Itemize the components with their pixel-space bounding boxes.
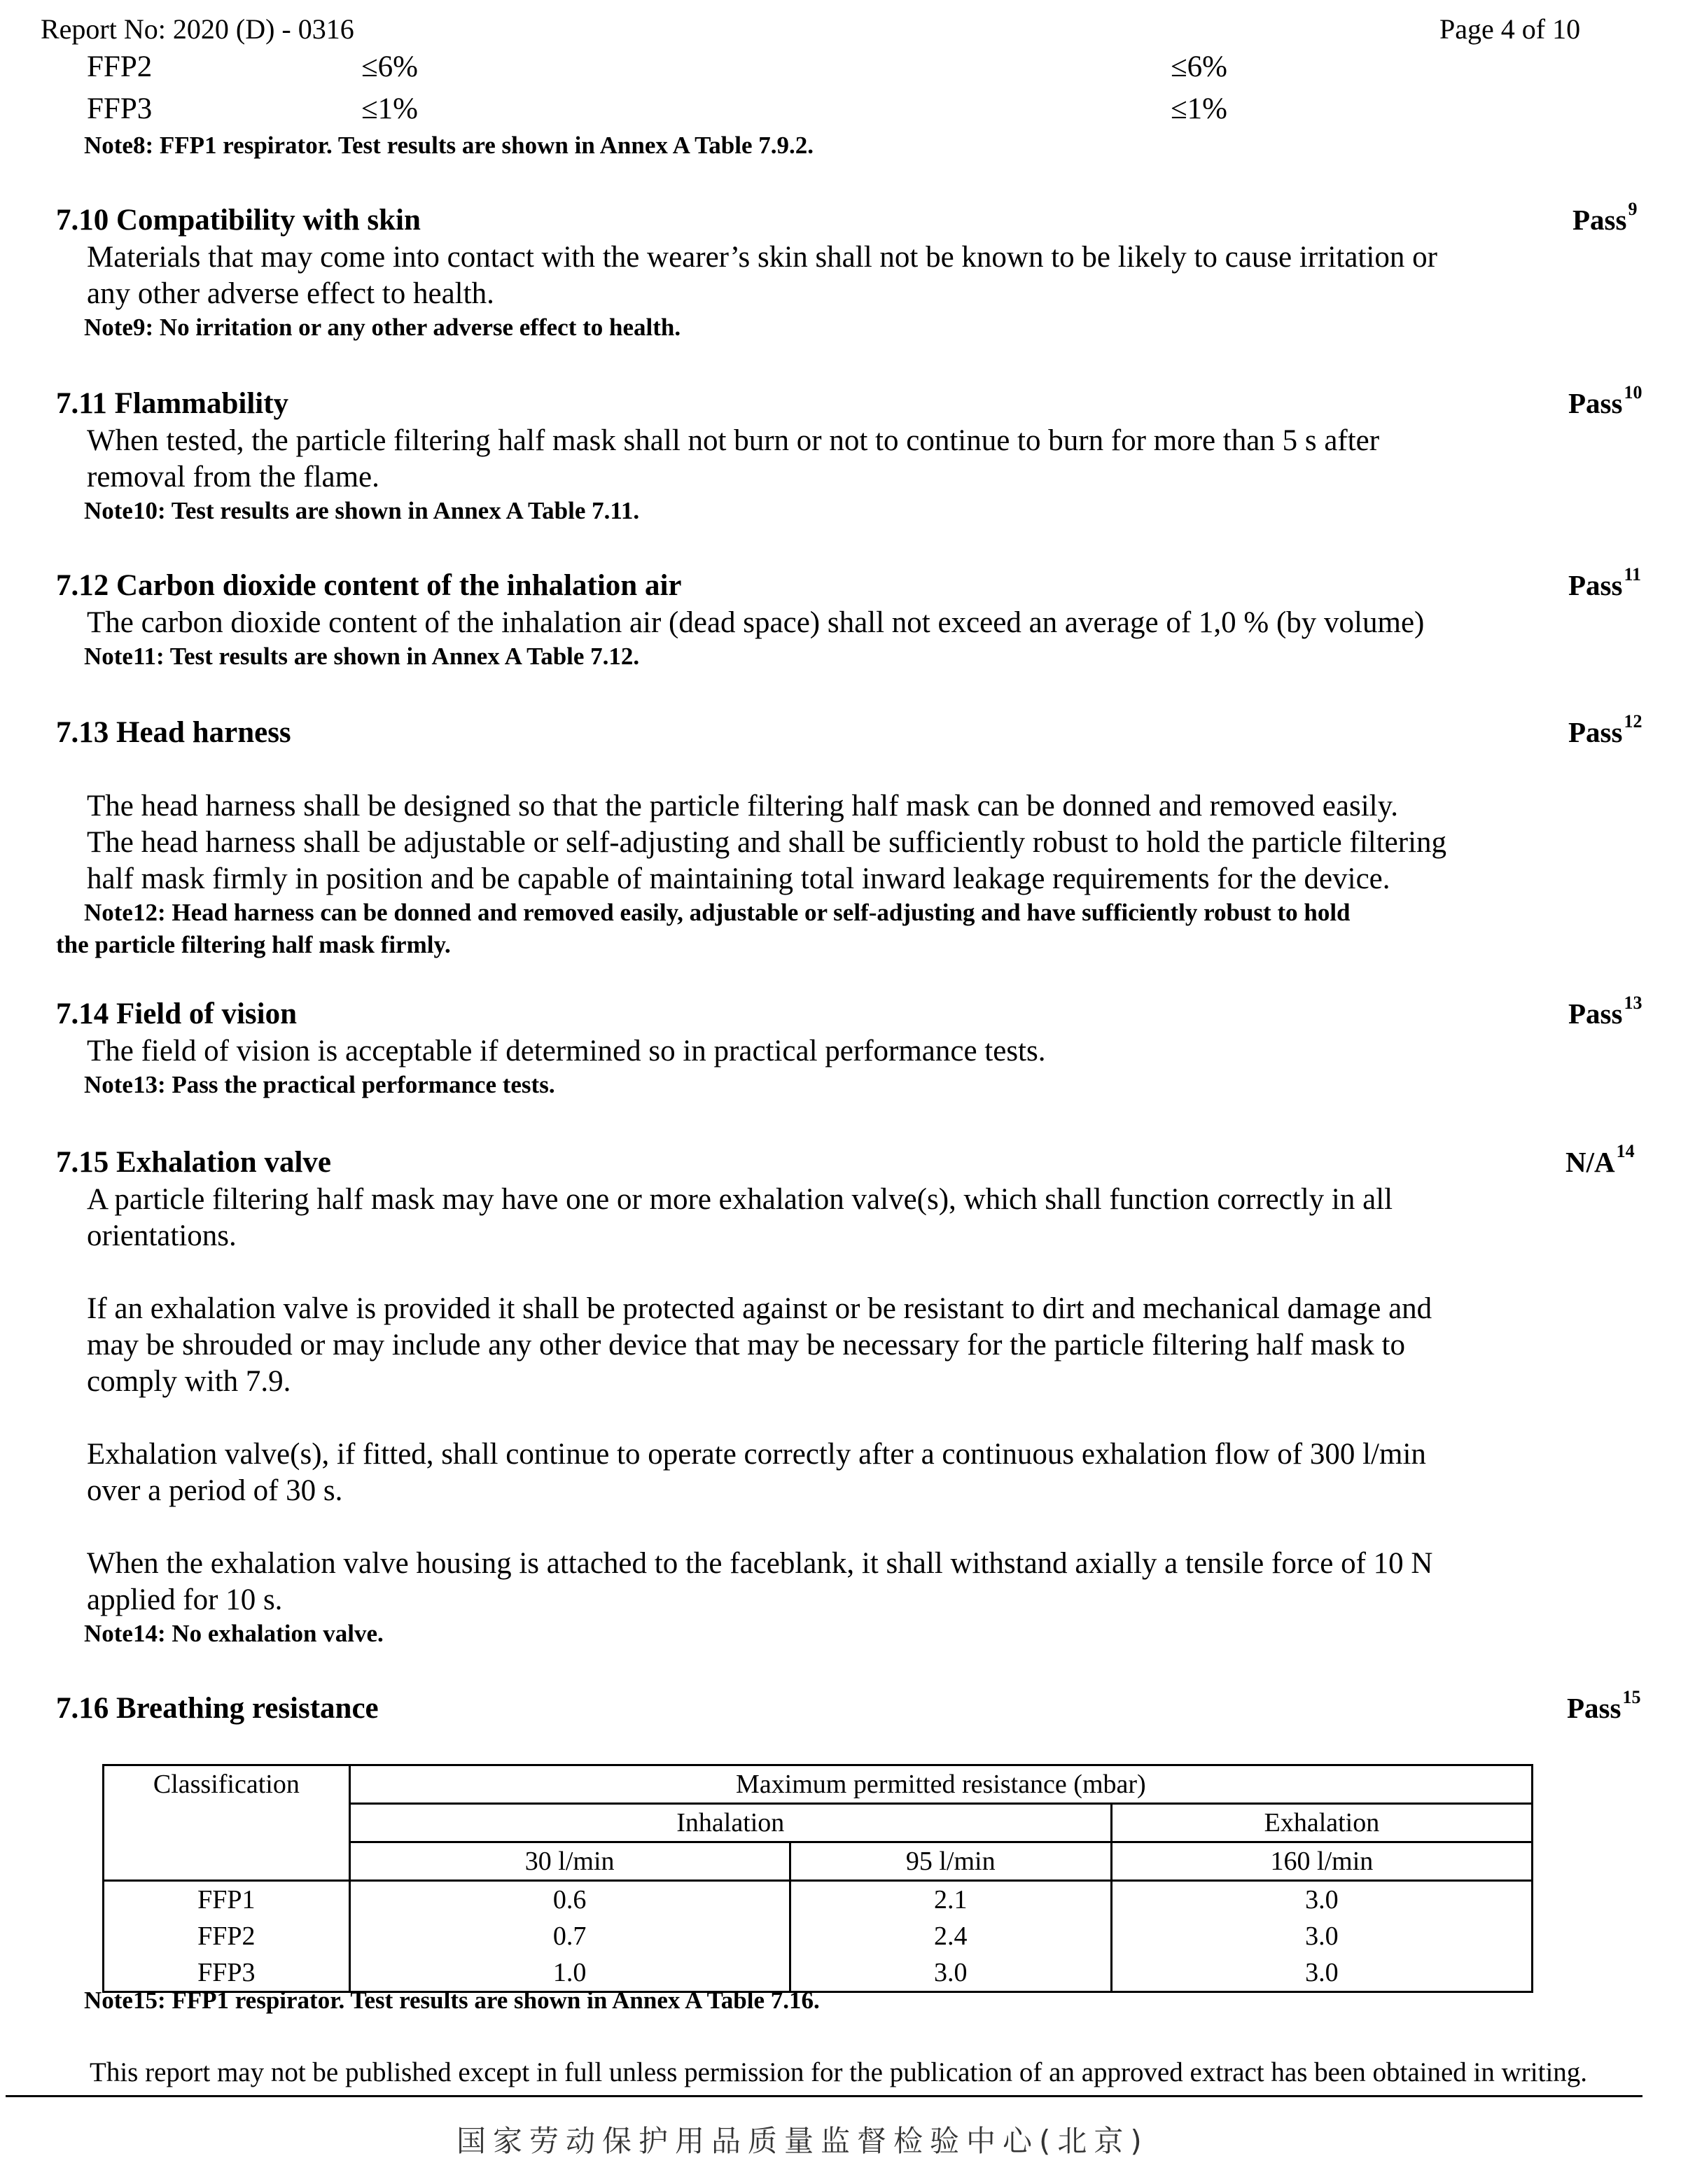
result-7-15: $N/A^{14}$ <box>1565 1141 1635 1178</box>
cell-classification: FFP3 <box>104 1954 350 1992</box>
text-7-15-p3-line1: Exhalation valve(s), if fitted, shall continue to operate correctly after a continuous exhalation flow of 300 l/min <box>87 1438 1426 1471</box>
text-7-15-p1-line2: orientations. <box>87 1219 237 1252</box>
text-7-13-line1: The head harness shall be designed so that the particle filtering half mask can be donned and removed easily. <box>87 790 1399 822</box>
text-7-10-line2: any other adverse effect to health. <box>87 277 494 310</box>
section-title-7-11: 7.11 Flammability <box>56 387 289 420</box>
cell-exhalation-160: 3.0 <box>1111 1881 1532 1919</box>
text-7-13-line2: The head harness shall be adjustable or self-adjusting and shall be sufficiently robust to hold the particle filtering <box>87 826 1447 859</box>
text-7-10-line1: Materials that may come into contact with the wearer’s skin shall not be known to be likely to cause irritation or <box>87 241 1437 274</box>
result-7-14: Pass$^{13}$ <box>1568 993 1642 1030</box>
note-10: Note10: Test results are shown in Annex A Table 7.11. <box>84 497 640 524</box>
row-label-ffp3: FFP3 <box>87 92 153 125</box>
header-classification: Classification <box>104 1765 350 1881</box>
text-7-15-p2-line1: If an exhalation valve is provided it shall be protected against or be resistant to dirt and mechanical damage and <box>87 1292 1432 1325</box>
report-number: Report No: 2020 (D) - 0316 <box>41 13 354 45</box>
header-flow-30: 30 l/min <box>349 1842 790 1881</box>
header-exhalation: Exhalation <box>1111 1804 1532 1842</box>
page-number: Page 4 of 10 <box>1439 13 1581 45</box>
result-7-12: Pass$^{11}$ <box>1568 564 1642 601</box>
text-7-13-line3: half mask firmly in position and be capable of maintaining total inward leakage requirements for the device. <box>87 862 1390 895</box>
note-11: Note11: Test results are shown in Annex A Table 7.12. <box>84 643 640 670</box>
result-7-16: Pass$^{15}$ <box>1567 1687 1641 1724</box>
cell-inhalation-30: 1.0 <box>349 1954 790 1992</box>
text-7-15-p3-line2: over a period of 30 s. <box>87 1474 343 1507</box>
note-12-line1: Note12: Head harness can be donned and removed easily, adjustable or self-adjusting and have sufficiently robust to hold <box>84 899 1351 926</box>
text-7-11-line1: When tested, the particle filtering half mask shall not burn or not to continue to burn for more than 5 s after <box>87 424 1380 457</box>
text-7-15-p4-line1: When the exhalation valve housing is attached to the faceblank, it shall withstand axially a tensile force of 10 N <box>87 1547 1433 1580</box>
table-row <box>104 1881 1533 1919</box>
note-9: Note9: No irritation or any other adverse effect to health. <box>84 314 681 341</box>
text-7-14-line1: The field of vision is acceptable if determined so in practical performance tests. <box>87 1035 1046 1068</box>
header-flow-95: 95 l/min <box>790 1842 1111 1881</box>
result-7-13: Pass$^{12}$ <box>1568 711 1642 748</box>
cell-exhalation-160: 3.0 <box>1111 1954 1532 1992</box>
section-title-7-12: 7.12 Carbon dioxide content of the inhalation air <box>56 569 682 602</box>
cell-inhalation-30: 0.6 <box>349 1881 790 1919</box>
text-7-15-p4-line2: applied for 10 s. <box>87 1583 283 1616</box>
cell-classification: FFP2 <box>104 1918 350 1954</box>
row-value-a-ffp3: ≤1% <box>361 92 418 125</box>
header-max-resistance: Maximum permitted resistance (mbar) <box>349 1765 1532 1804</box>
row-value-b-ffp2: ≤6% <box>1171 50 1227 83</box>
note-15: Note15: FFP1 respirator. Test results are shown in Annex A Table 7.16. <box>84 1987 820 2014</box>
footer-disclaimer: This report may not be published except in full unless permission for the publication of an approved extract has been obtained in writing. <box>90 2057 1588 2087</box>
section-title-7-15: 7.15 Exhalation valve <box>56 1146 332 1179</box>
header-inhalation: Inhalation <box>349 1804 1111 1842</box>
row-value-a-ffp2: ≤6% <box>361 50 418 83</box>
text-7-15-p2-line2: may be shrouded or may include any other device that may be necessary for the particle filtering half mask to <box>87 1329 1405 1362</box>
table-row <box>104 1918 1533 1954</box>
footer-institution-stamp: 国家劳动保护用品质量监督检验中心(北京) <box>456 2124 1149 2158</box>
cell-exhalation-160: 3.0 <box>1111 1918 1532 1954</box>
section-title-7-16: 7.16 Breathing resistance <box>56 1692 379 1725</box>
section-title-7-10: 7.10 Compatibility with skin <box>56 204 421 237</box>
header-flow-160: 160 l/min <box>1111 1842 1532 1881</box>
cell-inhalation-95: 2.1 <box>790 1881 1111 1919</box>
breathing-resistance-table <box>102 1764 1533 1993</box>
text-7-15-p1-line1: A particle filtering half mask may have one or more exhalation valve(s), which shall function correctly in all <box>87 1183 1393 1216</box>
cell-classification: FFP1 <box>104 1881 350 1919</box>
cell-inhalation-95: 3.0 <box>790 1954 1111 1992</box>
result-7-11: Pass$^{10}$ <box>1568 382 1642 419</box>
note-8: Note8: FFP1 respirator. Test results are shown in Annex A Table 7.9.2. <box>84 132 814 159</box>
section-title-7-13: 7.13 Head harness <box>56 716 291 749</box>
note-14: Note14: No exhalation valve. <box>84 1620 384 1647</box>
footer-divider <box>6 2095 1642 2097</box>
cell-inhalation-30: 0.7 <box>349 1918 790 1954</box>
text-7-12-line1: The carbon dioxide content of the inhalation air (dead space) shall not exceed an average of 1,0 % (by volume) <box>87 606 1425 639</box>
note-13: Note13: Pass the practical performance tests. <box>84 1071 555 1098</box>
row-label-ffp2: FFP2 <box>87 50 153 83</box>
cell-inhalation-95: 2.4 <box>790 1918 1111 1954</box>
text-7-11-line2: removal from the flame. <box>87 461 379 493</box>
result-7-10: Pass$^9$ <box>1572 199 1638 236</box>
section-title-7-14: 7.14 Field of vision <box>56 997 298 1030</box>
row-value-b-ffp3: ≤1% <box>1171 92 1227 125</box>
text-7-15-p2-line3: comply with 7.9. <box>87 1365 291 1398</box>
note-12-line2: the particle filtering half mask firmly. <box>56 931 451 958</box>
